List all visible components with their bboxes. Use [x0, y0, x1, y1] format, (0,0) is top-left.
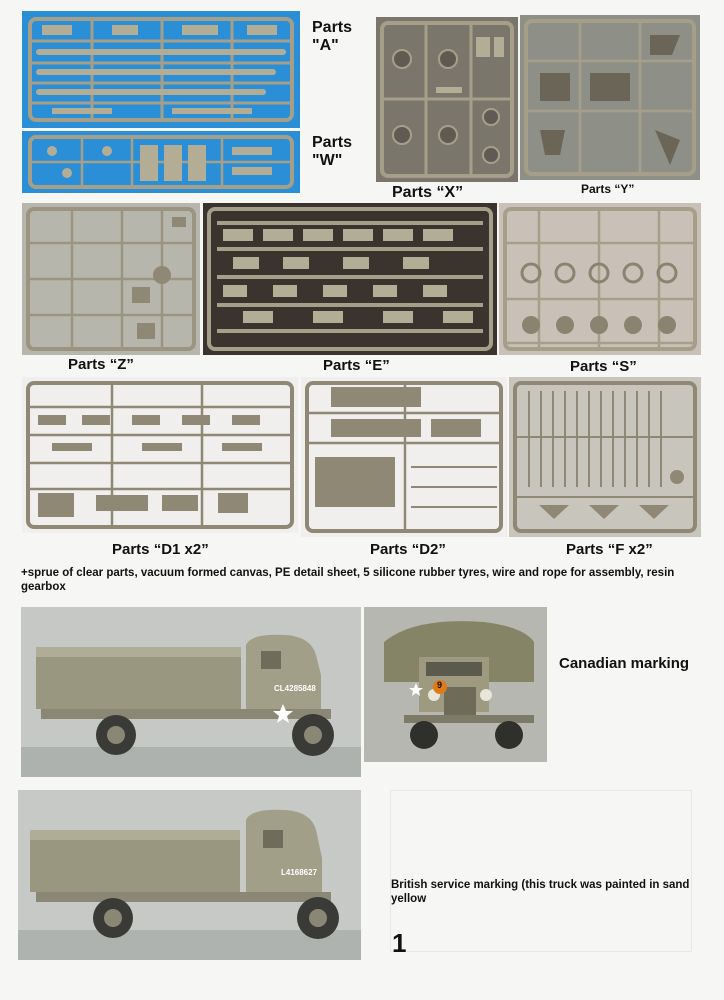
parts-y-label: Parts “Y”: [581, 182, 635, 196]
page-number: 1: [392, 928, 407, 958]
british-marking-label: British service marking (this truck was painted in sand yellow: [391, 879, 690, 905]
parts-f-label: Parts “F x2”: [566, 541, 653, 558]
parts-z-label: Parts “Z”: [68, 356, 134, 373]
unit-number-badge: 9: [437, 680, 443, 690]
parts-x-label: Parts “X”: [392, 184, 464, 201]
sprue-d2-photo: [301, 377, 507, 537]
sprue-y-photo: [520, 15, 700, 180]
sprue-f-photo: [509, 377, 701, 537]
parts-e-label: Parts “E”: [323, 357, 390, 374]
canadian-marking-label: Canadian marking: [559, 655, 690, 672]
british-plate: L4168627: [281, 868, 318, 877]
canadian-truck-front-photo: [364, 607, 547, 762]
sprue-a-photo: [22, 11, 300, 128]
sprue-d1-photo: [22, 377, 298, 533]
canadian-truck-side-photo: [21, 607, 361, 777]
canadian-plate: CL4285848: [274, 684, 316, 693]
sprue-s-photo: [499, 203, 701, 355]
parts-d2-label: Parts “D2”: [370, 541, 446, 558]
sprue-x-photo: [376, 17, 518, 182]
background-sketch: [390, 790, 692, 952]
sprue-z-photo: [22, 203, 200, 355]
parts-w-label: Parts "W": [312, 134, 353, 169]
parts-a-label: Parts "A": [312, 19, 353, 54]
extras-note: +sprue of clear parts, vacuum formed canvas, PE detail sheet, 5 silicone rubber tyres, wire and rope for assembly, resin gearbox: [21, 567, 675, 593]
sprue-w-photo: [22, 131, 300, 193]
british-truck-side-photo: [18, 790, 361, 960]
parts-s-label: Parts “S”: [570, 358, 637, 375]
parts-d1-label: Parts “D1 x2”: [112, 541, 209, 558]
sprue-e-photo: [203, 203, 497, 355]
